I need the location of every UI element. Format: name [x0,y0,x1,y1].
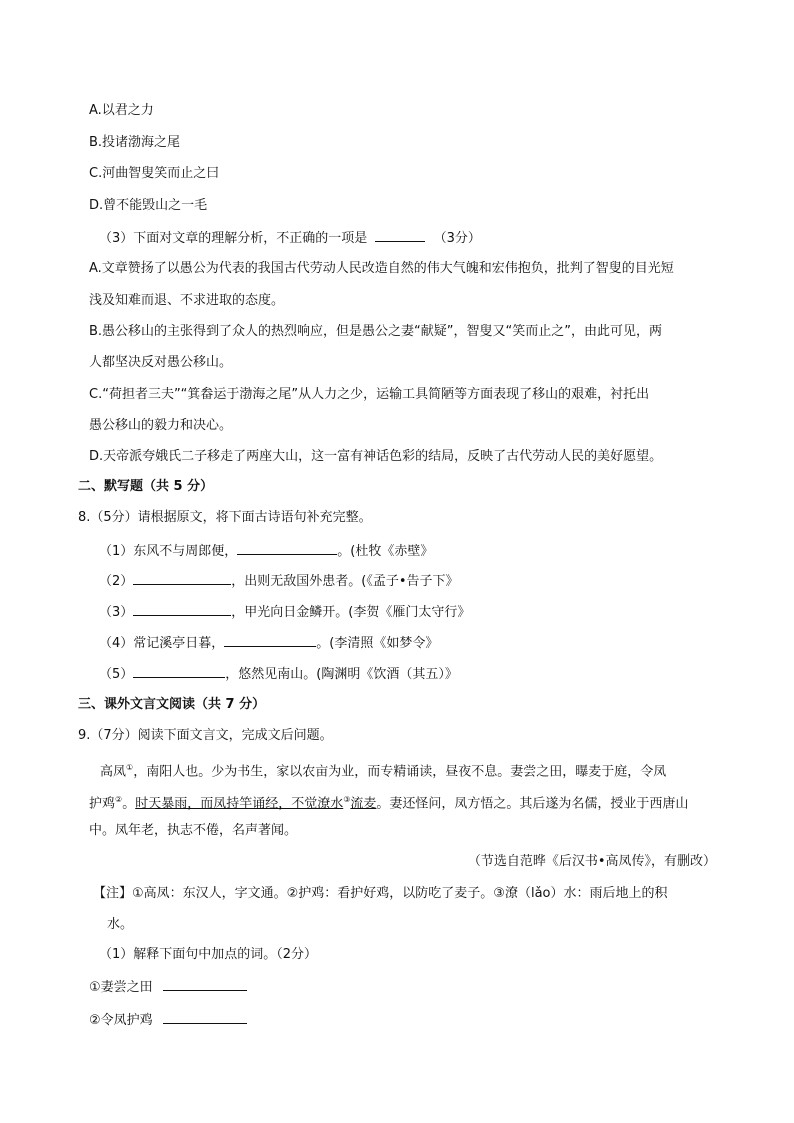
underlined-sentence-end: 流麦 [350,796,377,812]
word-blank-1[interactable] [163,976,247,991]
q3-option-c-line1: C.“荷担者三夫”“箕畚运于渤海之尾”从人力之少，运输工具简陋等方面表现了移山的艰难，衬托出 [89,387,650,402]
passage-line-1 [100,758,666,782]
section-3-heading: 三、课外文言文阅读（共 7 分） [78,697,266,712]
notes-line-1: 【注】①高凤：东汉人，字文通。②护鸡：看护好鸡，以防吃了麦子。③潦（lǎo）水：雨后地上的积 [93,886,668,901]
recite-item-5 [99,663,458,685]
q3-option-b-line1: B.愚公移山的主张得到了众人的热烈响应，但是愚公之妻“献疑”，智叟又“笑而止之”，由此可见，两 [89,324,662,339]
passage-line-2 [89,790,688,814]
word-item-1 [89,976,247,998]
passage-line-3: 中。凤年老，执志不倦，名声著闻。 [89,823,298,838]
word-item-2 [89,1009,247,1031]
recite-item-3-prefix: （3） [99,605,134,620]
recite-item-1-prefix: （1）东风不与周郎便， [99,544,238,559]
recite-item-2 [99,570,459,592]
recite-item-4-suffix: 。(李清照《如梦令》 [316,636,439,651]
recite-blank-1[interactable] [237,540,337,555]
q3-score: （3分） [433,231,481,246]
recite-item-2-prefix: （2） [99,574,134,589]
notes-line-2: 水。 [107,917,134,932]
word-item-2-text: ②令凤护鸡 [89,1013,153,1028]
recite-item-5-suffix: ，悠然见南山。(陶渊明《饮酒（其五）》 [225,667,458,682]
q3-option-b-line2: 人都坚决反对愚公移山。 [89,355,233,370]
question-3-stem [99,227,481,249]
recite-item-3 [99,601,470,623]
recite-item-4-prefix: （4）常记溪亭日暮， [99,636,225,651]
sub-question-1: （1）解释下面句中加点的词。（2分） [99,947,318,962]
recite-blank-5[interactable] [133,663,225,678]
option-a: A.以君之力 [89,103,154,118]
underlined-sentence: 时天暴雨，而凤持竿诵经，不觉潦水 [135,796,344,812]
q3-answer-blank[interactable] [375,227,425,242]
note-marker: ③ [343,795,351,804]
recite-item-3-suffix: ，甲光向日金鳞开。(李贺《雁门太守行》 [231,605,471,620]
word-blank-2[interactable] [163,1009,247,1024]
recite-item-4 [99,632,438,654]
option-b: B.投诸渤海之尾 [89,135,181,150]
note-marker: ① [126,763,134,772]
q3-option-a-line1: A.文章赞扬了以愚公为代表的我国古代劳动人民改造自然的伟大气魄和宏伟抱负，批判了智叟的目光短 [89,261,674,276]
recite-item-1 [99,540,433,562]
option-c: C.河曲智叟笑而止之曰 [89,166,220,181]
passage-text: 。 [122,796,136,812]
passage-text: 。妻还怪问，凤方悟之。其后遂为名儒，授业于西唐山 [376,796,689,812]
word-item-1-text: ①妻尝之田 [89,980,153,995]
passage-text: 护鸡 [89,796,116,812]
recite-blank-3[interactable] [133,601,231,616]
q3-stem-text: （3）下面对文章的理解分析，不正确的一项是 [99,231,368,246]
question-8-stem: 8.（5分）请根据原文，将下面古诗语句补充完整。 [78,510,372,525]
note-marker: ② [115,795,123,804]
q3-option-c-line2: 愚公移山的毅力和决心。 [89,418,233,433]
passage-text: ，南阳人也。少为书生，家以农亩为业，而专精诵读，昼夜不息。妻尝之田，曝麦于庭，令凤 [133,764,667,780]
option-d: D.曾不能毁山之一毛 [89,198,208,213]
recite-item-2-suffix: ，出则无敌国外患者。(《孟子•告子下》 [231,574,459,589]
section-2-heading: 二、默写题（共 5 分） [78,479,214,494]
question-9-stem: 9.（7分）阅读下面文言文，完成文后问题。 [78,728,333,743]
q3-option-a-line2: 浅及知难而退、不求进取的态度。 [89,293,285,308]
passage-source: （节选自范晔《后汉书•高凤传》，有删改） [467,854,716,869]
recite-item-1-suffix: 。(杜牧《赤壁》 [337,544,434,559]
q3-option-d-line1: D.天帝派夸娥氏二子移走了两座大山，这一富有神话色彩的结局，反映了古代劳动人民的美好愿望。 [89,449,663,464]
recite-item-5-prefix: （5） [99,667,134,682]
recite-blank-2[interactable] [133,570,231,585]
passage-text: 高凤 [100,764,127,780]
recite-blank-4[interactable] [224,632,316,647]
